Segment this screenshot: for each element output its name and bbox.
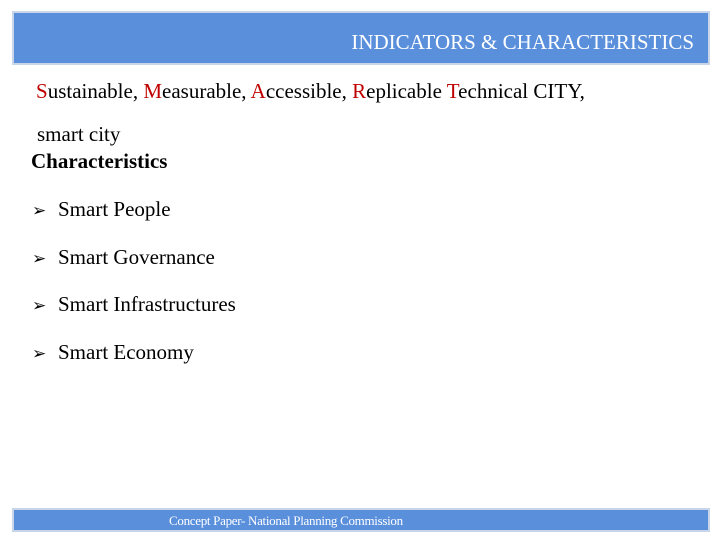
list-item — [32, 292, 236, 318]
arrow-bullet-icon: ➢ — [32, 296, 47, 316]
acronym-line — [36, 79, 585, 104]
slide-title: INDICATORS & CHARACTERISTICS — [351, 30, 694, 54]
list-item — [32, 340, 194, 366]
acronym-capital: M — [143, 79, 163, 103]
arrow-bullet-icon: ➢ — [32, 249, 47, 269]
list-item-label: Smart Economy — [58, 340, 194, 364]
footer-bar — [12, 508, 710, 532]
acronym-capital: R — [352, 79, 367, 103]
acronym-word: ustainable, — [47, 79, 144, 103]
acronym-capital: T — [446, 79, 459, 103]
title-bar — [12, 11, 710, 65]
list-item-label: Smart People — [58, 197, 171, 221]
subtitle: smart city — [37, 122, 121, 146]
acronym-word: eplicable — [366, 79, 447, 103]
characteristics-heading: Characteristics — [31, 149, 168, 173]
acronym-word: easurable, — [162, 79, 251, 103]
acronym-capital: S — [36, 79, 48, 103]
acronym-word: echnical CITY, — [458, 79, 585, 103]
arrow-bullet-icon: ➢ — [32, 201, 47, 221]
list-item — [32, 197, 171, 223]
acronym-word: ccessible, — [265, 79, 353, 103]
arrow-bullet-icon: ➢ — [32, 344, 47, 364]
list-item-label: Smart Infrastructures — [58, 292, 236, 316]
list-item-label: Smart Governance — [58, 245, 215, 269]
list-item — [32, 245, 215, 271]
footer-text: Concept Paper- National Planning Commission — [169, 513, 403, 528]
acronym-capital: A — [250, 79, 266, 103]
